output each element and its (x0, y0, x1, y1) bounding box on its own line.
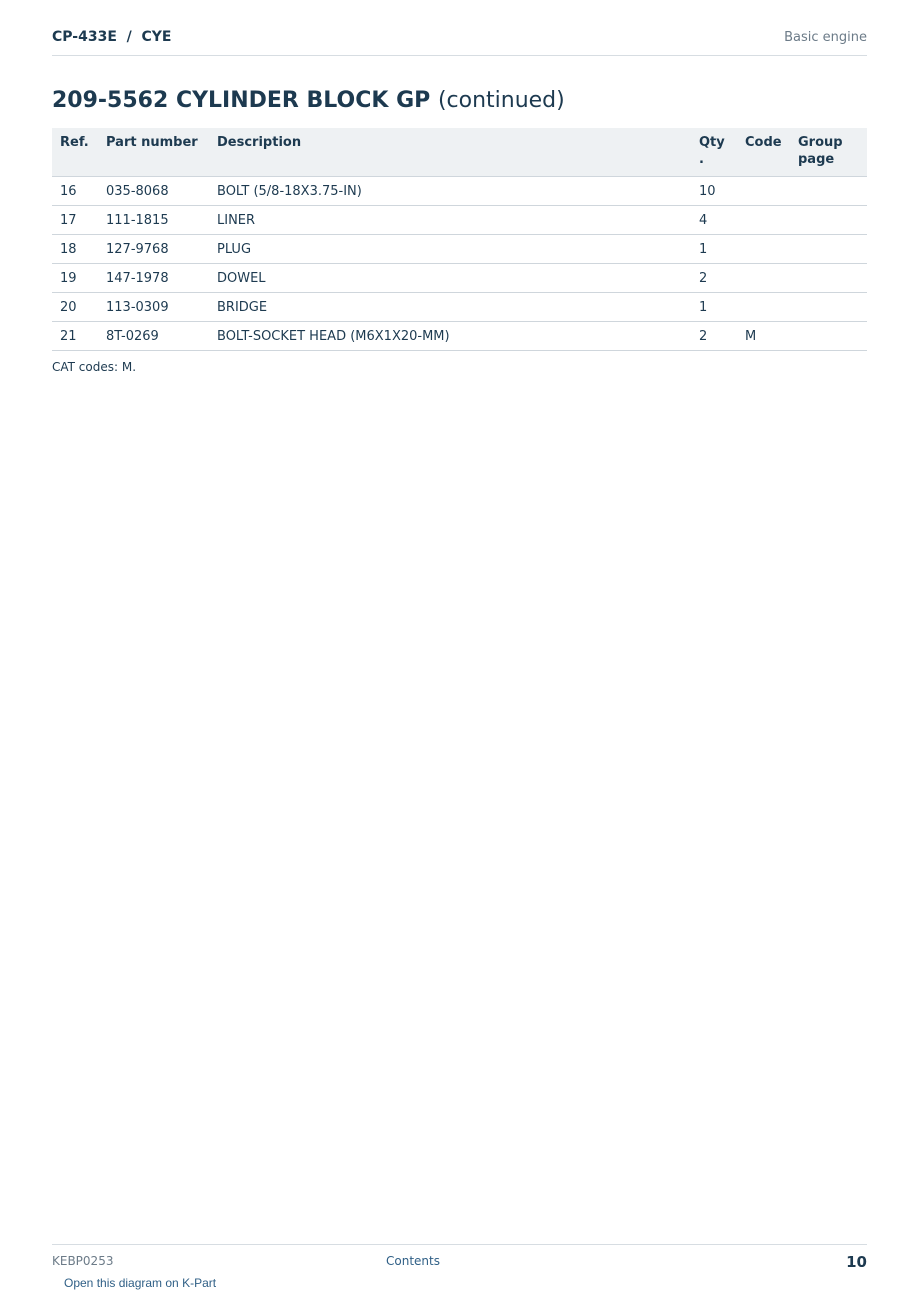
table-row (52, 293, 867, 322)
cell-qty: 2 (691, 322, 737, 351)
cell-group-page (790, 206, 867, 235)
table-row (52, 322, 867, 351)
table-row (52, 177, 867, 206)
cell-description: DOWEL (209, 264, 691, 293)
table-row (52, 235, 867, 264)
cell-ref: 16 (52, 177, 98, 206)
document-id: KEBP0253 (52, 1254, 114, 1268)
page-footer (52, 1244, 867, 1275)
cell-qty: 1 (691, 235, 737, 264)
cell-description: PLUG (209, 235, 691, 264)
col-header-code: Code (737, 128, 790, 177)
page-number: 10 (846, 1253, 867, 1271)
cell-group-page (790, 235, 867, 264)
col-header-part-number: Part number (98, 128, 209, 177)
col-header-ref: Ref. (52, 128, 98, 177)
cell-qty: 10 (691, 177, 737, 206)
cell-group-page (790, 293, 867, 322)
table-row (52, 206, 867, 235)
cell-group-page (790, 177, 867, 206)
cell-ref: 17 (52, 206, 98, 235)
cell-part-number: 035-8068 (98, 177, 209, 206)
cell-qty: 2 (691, 264, 737, 293)
model-label: CP-433E / CYE (52, 29, 172, 45)
cell-ref: 18 (52, 235, 98, 264)
cell-description: BRIDGE (209, 293, 691, 322)
title-main: 209-5562 CYLINDER BLOCK GP (52, 88, 431, 113)
cell-code (737, 177, 790, 206)
page-title (52, 88, 565, 113)
cell-group-page (790, 322, 867, 351)
table-row (52, 264, 867, 293)
col-header-description: Description (209, 128, 691, 177)
cell-group-page (790, 264, 867, 293)
cell-description: BOLT (5/8-18X3.75-IN) (209, 177, 691, 206)
cell-part-number: 127-9768 (98, 235, 209, 264)
section-label: Basic engine (784, 30, 867, 45)
cell-description: LINER (209, 206, 691, 235)
cat-codes-note: CAT codes: M. (52, 360, 137, 374)
cell-part-number: 8T-0269 (98, 322, 209, 351)
cell-code: M (737, 322, 790, 351)
cell-part-number: 113-0309 (98, 293, 209, 322)
cell-qty: 1 (691, 293, 737, 322)
kpart-link[interactable]: Open this diagram on K-Part (64, 1276, 217, 1290)
cell-qty: 4 (691, 206, 737, 235)
table-header-row (52, 128, 867, 177)
parts-table (52, 128, 867, 351)
col-header-group-page: Group page (790, 128, 867, 177)
cell-code (737, 293, 790, 322)
table-body (52, 177, 867, 351)
cell-description: BOLT-SOCKET HEAD (M6X1X20-MM) (209, 322, 691, 351)
cell-part-number: 147-1978 (98, 264, 209, 293)
cell-part-number: 111-1815 (98, 206, 209, 235)
cell-code (737, 206, 790, 235)
cell-ref: 20 (52, 293, 98, 322)
title-suffix: (continued) (437, 88, 565, 113)
cell-ref: 21 (52, 322, 98, 351)
page-header (52, 28, 867, 56)
col-header-qty: Qty . (691, 128, 737, 177)
cell-code (737, 235, 790, 264)
contents-link[interactable]: Contents (386, 1254, 440, 1268)
cell-ref: 19 (52, 264, 98, 293)
cell-code (737, 264, 790, 293)
